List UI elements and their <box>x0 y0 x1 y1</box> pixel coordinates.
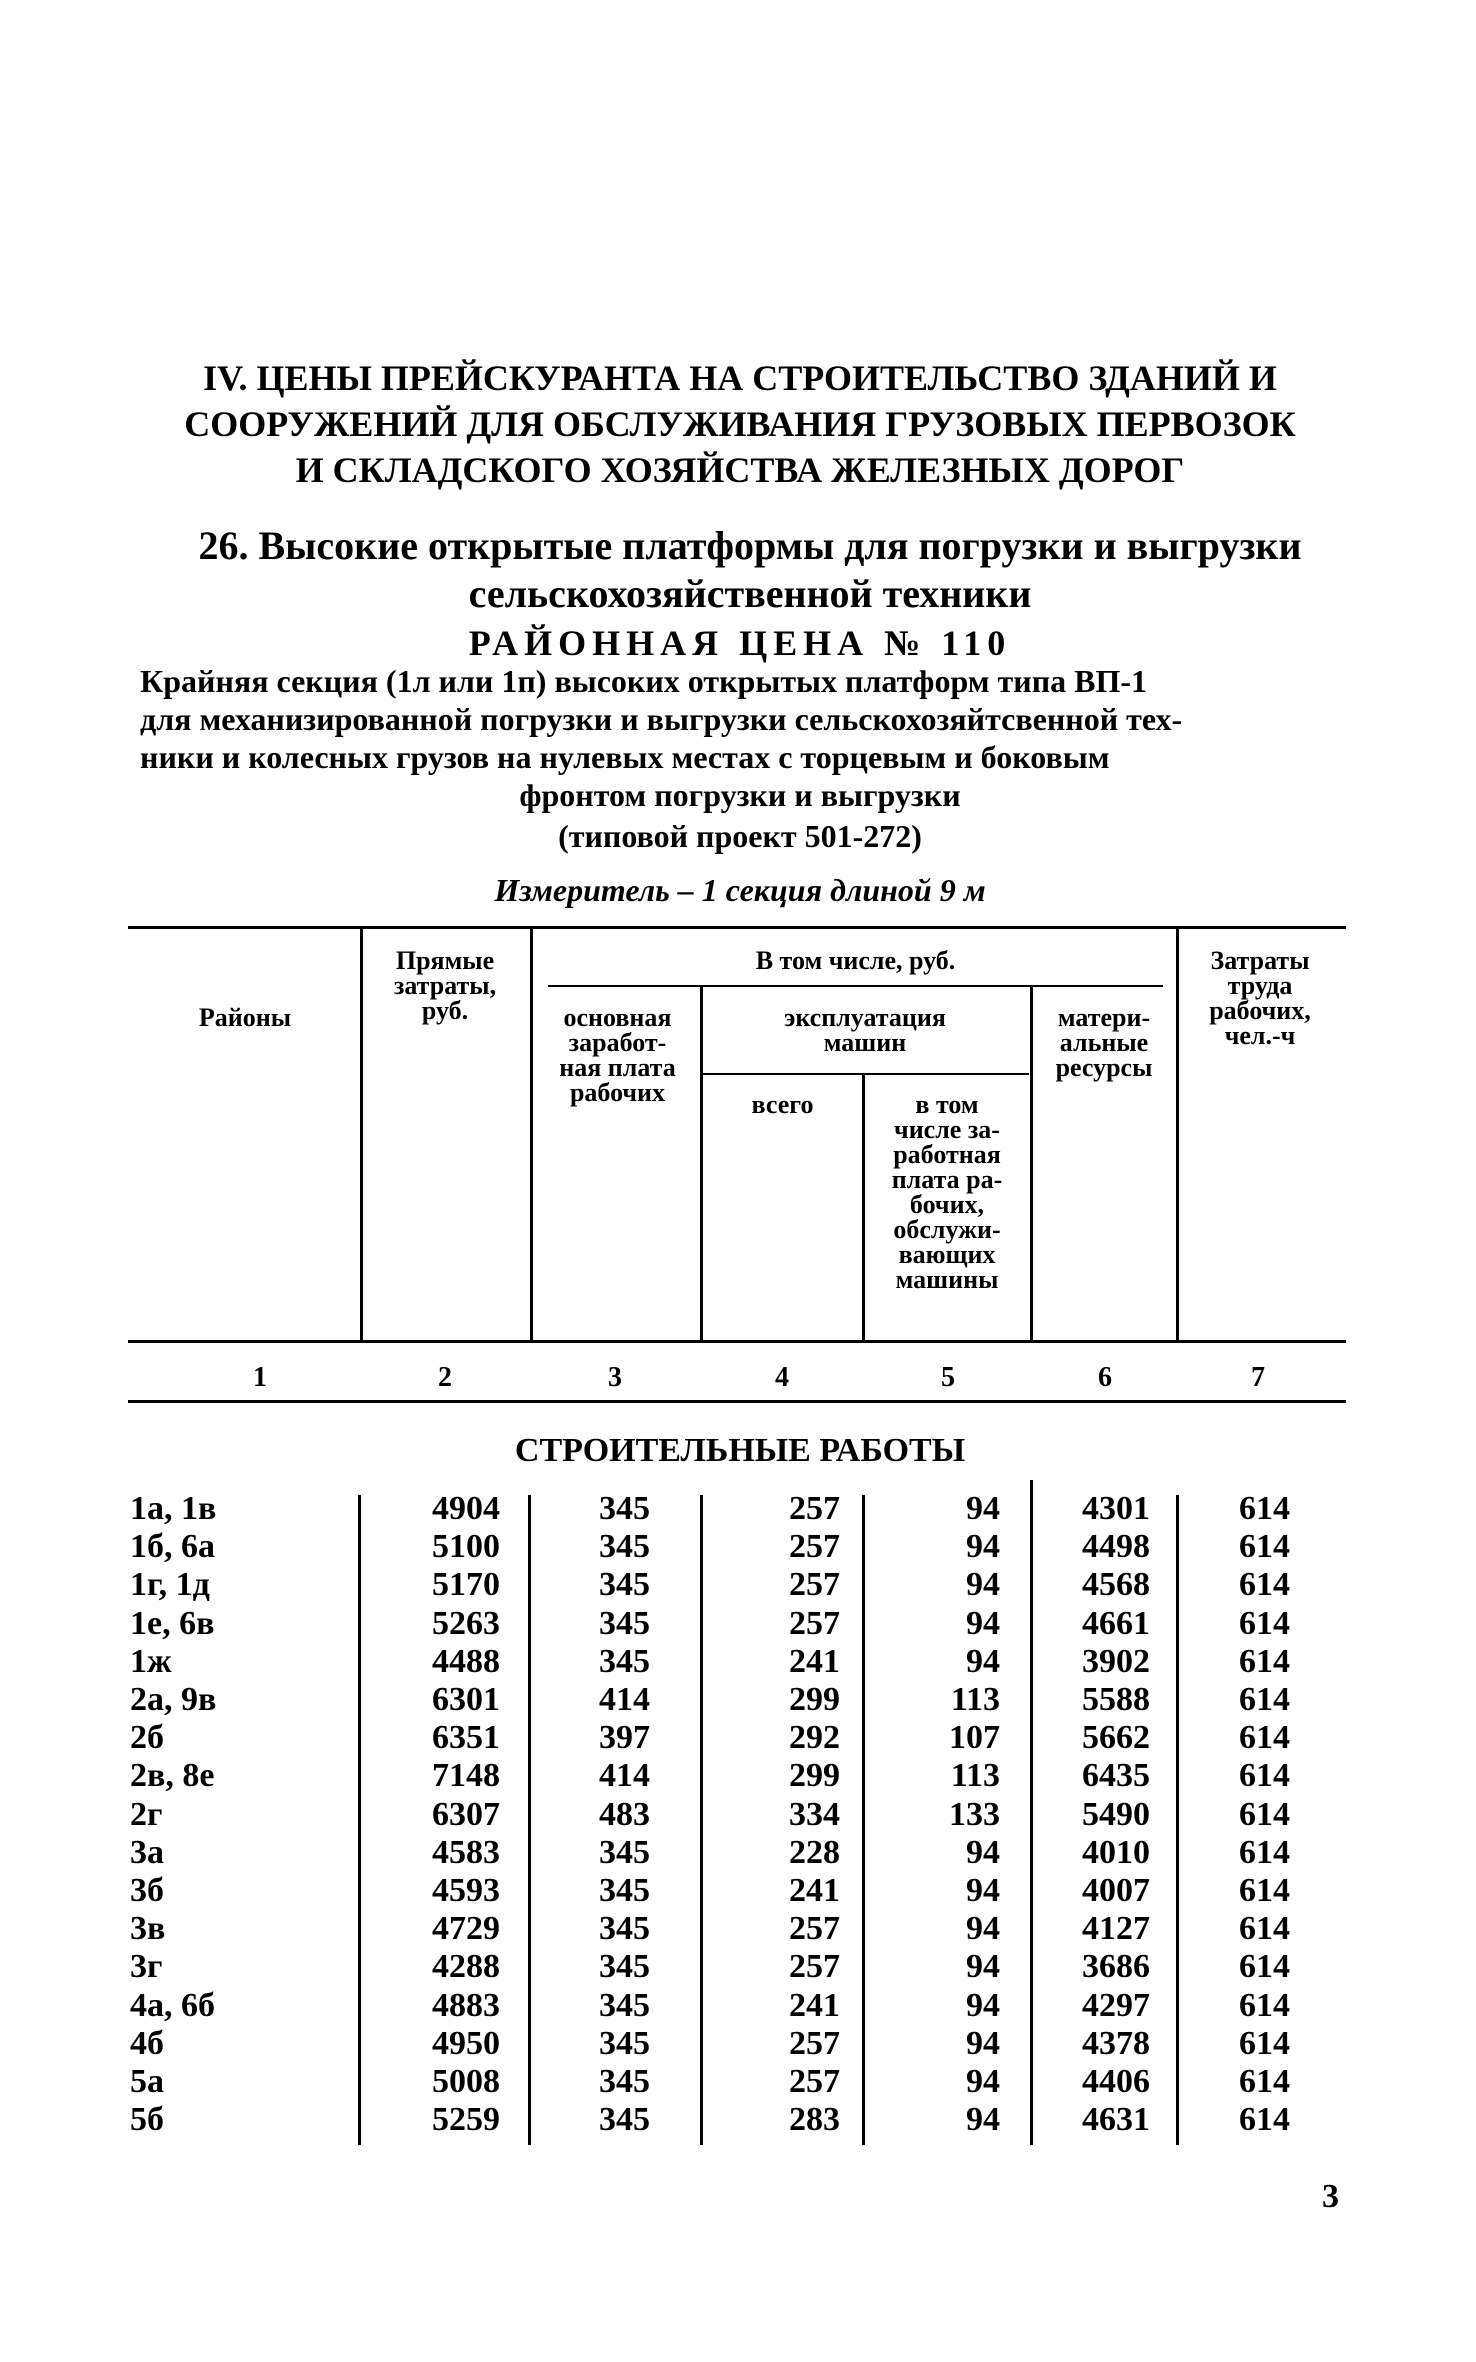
column-number: 2 <box>438 1362 452 1393</box>
table-cell: 94 <box>966 2063 1000 2100</box>
table-cell: 1б, 6а <box>130 1528 215 1566</box>
header-line: затраты, <box>393 971 497 1000</box>
column-number: 7 <box>1251 1362 1265 1393</box>
table-cell: 4488 <box>432 1642 500 1680</box>
table-row <box>0 1643 1476 1681</box>
table-cell: 94 <box>966 1833 1000 1871</box>
table-cell: 257 <box>789 2063 840 2100</box>
table-cell: 414 <box>599 1757 650 1795</box>
header-line: машины <box>895 1265 999 1294</box>
table-cell: 5263 <box>432 1604 500 1642</box>
table-cell: 5170 <box>432 1566 500 1604</box>
table-cell: 5б <box>130 2101 164 2139</box>
header-regions: Районы <box>198 1003 292 1032</box>
header-line: бочих, <box>909 1190 985 1219</box>
table-cell: 4904 <box>432 1490 500 1527</box>
table-cell: 5588 <box>1082 1681 1150 1718</box>
table-cell: 614 <box>1239 1910 1290 1948</box>
table-cell: 614 <box>1239 2101 1290 2139</box>
table-cell: 2в, 8е <box>130 1757 215 1795</box>
table-cell: 4498 <box>1082 1528 1150 1566</box>
col-divider <box>862 1075 865 1340</box>
table-cell: 345 <box>599 1833 650 1871</box>
page-number: 3 <box>1322 2178 1339 2215</box>
table-cell: 94 <box>966 1642 1000 1680</box>
table-cell: 113 <box>950 1757 1000 1795</box>
header-line: работная <box>893 1140 1001 1169</box>
column-number: 3 <box>608 1362 622 1393</box>
table-cell: 345 <box>599 1528 650 1566</box>
table-cell: 283 <box>789 2101 840 2139</box>
table-cell: 1ж <box>130 1642 172 1680</box>
table-cell: 3б <box>130 1872 164 1909</box>
table-cell: 94 <box>966 1948 1000 1986</box>
table-cell: 4568 <box>1082 1566 1150 1604</box>
table-cell: 6435 <box>1082 1757 1150 1795</box>
table-cell: 133 <box>949 1795 1000 1833</box>
section-title-line: Высокие открытые платформы для погрузки и выгрузки <box>258 523 1302 568</box>
chapter-title-line: И СКЛАДСКОГО ХОЗЯЙСТВА ЖЕЛЕЗНЫХ ДОРОГ <box>295 450 1185 490</box>
table-cell: 257 <box>789 2024 840 2062</box>
table-cell: 6307 <box>432 1795 500 1833</box>
table-cell: 3902 <box>1082 1642 1150 1680</box>
table-cell: 94 <box>966 2024 1000 2062</box>
table-cell: 614 <box>1239 1566 1290 1604</box>
table-cell: 345 <box>599 2024 650 2062</box>
table-cell: 345 <box>599 2101 650 2139</box>
table-cell: 345 <box>599 2063 650 2100</box>
table-cell: 4883 <box>432 1986 500 2024</box>
table-cell: 241 <box>789 1642 840 1680</box>
table-cell: 345 <box>599 1566 650 1604</box>
table-cell: 299 <box>789 1757 840 1795</box>
table-cell: 4127 <box>1082 1910 1150 1948</box>
table-cell: 4007 <box>1082 1872 1150 1909</box>
table-cell: 257 <box>789 1604 840 1642</box>
header-line: руб. <box>421 996 469 1025</box>
table-cell: 345 <box>599 1872 650 1909</box>
table-cell: 4б <box>130 2024 164 2062</box>
table-cell: 5662 <box>1082 1719 1150 1757</box>
table-cell: 345 <box>599 1604 650 1642</box>
table-row <box>0 1987 1476 2025</box>
header-line: ная плата <box>559 1053 676 1082</box>
price-label: РАЙОННАЯ ЦЕНА № 110 <box>468 623 1012 663</box>
table-cell: 5100 <box>432 1528 500 1566</box>
table-row <box>0 2025 1476 2063</box>
table-row <box>0 1796 1476 1834</box>
header-line: альные <box>1059 1028 1149 1057</box>
table-row <box>0 1834 1476 1872</box>
table-cell: 614 <box>1239 1719 1290 1757</box>
table-row <box>0 1757 1476 1795</box>
table-cell: 241 <box>789 1986 840 2024</box>
table-row <box>0 1566 1476 1604</box>
project-reference: (типовой проект 501-272) <box>558 818 922 854</box>
table-cell: 94 <box>966 1604 1000 1642</box>
description-line: для механизированной погрузки и выгрузки сельскохозяйтсвенной тех- <box>140 701 1183 737</box>
table-cell: 614 <box>1239 1872 1290 1909</box>
table-cell: 4297 <box>1082 1986 1150 2024</box>
header-line: вающих <box>898 1240 996 1269</box>
table-row <box>0 1910 1476 1948</box>
table-cell: 94 <box>966 1910 1000 1948</box>
table-cell: 94 <box>966 1566 1000 1604</box>
chapter-title <box>150 355 1330 493</box>
description-line: ники и колесных грузов на нулевых местах с торцевым и боковым <box>140 739 1110 775</box>
table-cell: 614 <box>1239 2063 1290 2100</box>
column-numbers-bottom-border <box>128 1400 1346 1403</box>
table-cell: 5008 <box>432 2063 500 2100</box>
table-cell: 345 <box>599 1910 650 1948</box>
col-divider <box>360 926 363 1340</box>
table-cell: 292 <box>789 1719 840 1757</box>
header-labor <box>1180 948 1340 1048</box>
table-cell: 614 <box>1239 1986 1290 2024</box>
table-cell: 614 <box>1239 1490 1290 1527</box>
table-top-border <box>128 926 1346 929</box>
table-cell: 345 <box>599 1948 650 1986</box>
table-cell: 3г <box>130 1948 163 1986</box>
header-line: обслужи- <box>893 1215 1001 1244</box>
table-row <box>0 1719 1476 1757</box>
header-machine-operation <box>705 1005 1025 1055</box>
header-line: матери- <box>1057 1003 1151 1032</box>
table-cell: 94 <box>966 1528 1000 1566</box>
table-cell: 414 <box>599 1681 650 1718</box>
table-cell: 257 <box>789 1566 840 1604</box>
column-number: 6 <box>1098 1362 1112 1393</box>
table-cell: 345 <box>599 1986 650 2024</box>
table-cell: 241 <box>789 1872 840 1909</box>
table-cell: 3а <box>130 1833 164 1871</box>
machine-underline <box>702 1073 1029 1075</box>
col-divider <box>1176 926 1179 1340</box>
table-cell: 345 <box>599 1642 650 1680</box>
header-of-which-wage <box>866 1092 1028 1292</box>
table-cell: 4631 <box>1082 2101 1150 2139</box>
description <box>140 662 1340 814</box>
table-row <box>0 1605 1476 1643</box>
table-cell: 4301 <box>1082 1490 1150 1527</box>
table-cell: 614 <box>1239 2024 1290 2062</box>
including-underline <box>548 985 1163 987</box>
header-line: машин <box>823 1028 907 1057</box>
table-cell: 4661 <box>1082 1604 1150 1642</box>
table-cell: 94 <box>966 1872 1000 1909</box>
table-cell: 2а, 9в <box>130 1681 217 1718</box>
col-divider <box>700 987 703 1340</box>
table-cell: 397 <box>599 1719 650 1757</box>
table-cell: 4406 <box>1082 2063 1150 2100</box>
header-line: числе за- <box>894 1115 1000 1144</box>
header-line: ресурсы <box>1055 1053 1153 1082</box>
description-line: Крайняя секция (1л или 1п) высоких открытых платформ типа ВП-1 <box>140 663 1148 699</box>
table-cell: 614 <box>1239 1757 1290 1795</box>
table-cell: 4010 <box>1082 1833 1150 1871</box>
table-cell: 614 <box>1239 1528 1290 1566</box>
col-divider <box>1030 987 1033 1340</box>
table-cell: 3в <box>130 1910 166 1948</box>
table-cell: 4378 <box>1082 2024 1150 2062</box>
chapter-title-line: IV. ЦЕНЫ ПРЕЙСКУРАНТА НА СТРОИТЕЛЬСТВО ЗДАНИЙ И <box>203 358 1277 398</box>
table-cell: 614 <box>1239 1833 1290 1871</box>
table-cell: 483 <box>599 1795 650 1833</box>
table-cell: 4а, 6б <box>130 1986 215 2024</box>
table-cell: 614 <box>1239 1795 1290 1833</box>
table-cell: 113 <box>950 1681 1000 1718</box>
table-cell: 1а, 1в <box>130 1490 217 1527</box>
chapter-title-line: СООРУЖЕНИЙ ДЛЯ ОБСЛУЖИВАНИЯ ГРУЗОВЫХ ПЕРВОЗОК <box>184 404 1296 444</box>
table-cell: 4583 <box>432 1833 500 1871</box>
table-cell: 94 <box>966 1986 1000 2024</box>
column-number: 1 <box>253 1362 267 1393</box>
header-materials <box>1034 1005 1174 1080</box>
header-line: рабочих, <box>1209 996 1311 1025</box>
column-number: 4 <box>775 1362 789 1393</box>
table-row <box>0 1948 1476 1986</box>
header-line: основная <box>563 1003 672 1032</box>
table-cell: 614 <box>1239 1604 1290 1642</box>
section-subheading: СТРОИТЕЛЬНЫЕ РАБОТЫ <box>514 1432 966 1469</box>
table-cell: 4950 <box>432 2024 500 2062</box>
table-cell: 257 <box>789 1490 840 1527</box>
col-divider <box>530 926 533 1340</box>
table-cell: 2г <box>130 1795 163 1833</box>
table-cell: 5а <box>130 2063 164 2100</box>
table-cell: 7148 <box>432 1757 500 1795</box>
section-title <box>150 522 1350 618</box>
table-cell: 257 <box>789 1948 840 1986</box>
table-row <box>0 2101 1476 2139</box>
table-cell: 3686 <box>1082 1948 1150 1986</box>
table-row <box>0 2063 1476 2101</box>
table-cell: 228 <box>789 1833 840 1871</box>
table-row <box>0 1490 1476 1528</box>
table-cell: 334 <box>789 1795 840 1833</box>
table-cell: 614 <box>1239 1681 1290 1718</box>
table-row <box>0 1872 1476 1910</box>
header-line: плата ра- <box>891 1165 1003 1194</box>
header-line: труда <box>1227 971 1293 1000</box>
section-number: 26. <box>198 523 249 568</box>
table-cell: 2б <box>130 1719 164 1757</box>
header-line: чел.-ч <box>1224 1021 1296 1050</box>
table-cell: 107 <box>949 1719 1000 1757</box>
header-line: Прямые <box>395 946 495 975</box>
table-cell: 299 <box>789 1681 840 1718</box>
table-cell: 614 <box>1239 1948 1290 1986</box>
table-cell: 6301 <box>432 1681 500 1718</box>
header-line: в том <box>915 1090 979 1119</box>
table-cell: 257 <box>789 1528 840 1566</box>
header-line: Затраты <box>1210 946 1310 975</box>
measure-unit: Измеритель – 1 секция длиной 9 м <box>494 872 986 908</box>
table-row <box>0 1681 1476 1719</box>
column-number: 5 <box>941 1362 955 1393</box>
header-direct-costs <box>370 948 520 1023</box>
header-total: всего <box>751 1090 814 1119</box>
table-cell: 4593 <box>432 1872 500 1909</box>
table-cell: 94 <box>966 2101 1000 2139</box>
header-base-wage <box>540 1005 695 1105</box>
header-line: рабочих <box>569 1078 666 1107</box>
table-cell: 1е, 6в <box>130 1604 215 1642</box>
header-including: В том числе, руб. <box>755 946 956 975</box>
table-cell: 4288 <box>432 1948 500 1986</box>
section-title-line: сельскохозяйственной техники <box>468 571 1032 616</box>
description-line: фронтом погрузки и выгрузки <box>519 777 961 813</box>
table-row <box>0 1528 1476 1566</box>
table-cell: 94 <box>966 1490 1000 1527</box>
table-cell: 6351 <box>432 1719 500 1757</box>
header-line: эксплуатация <box>784 1003 946 1032</box>
table-cell: 5490 <box>1082 1795 1150 1833</box>
header-line: заработ- <box>568 1028 667 1057</box>
table-cell: 4729 <box>432 1910 500 1948</box>
header-bottom-border <box>128 1340 1346 1343</box>
table-cell: 5259 <box>432 2101 500 2139</box>
table-cell: 257 <box>789 1910 840 1948</box>
table-cell: 345 <box>599 1490 650 1527</box>
table-cell: 614 <box>1239 1642 1290 1680</box>
table-cell: 1г, 1д <box>130 1566 210 1604</box>
